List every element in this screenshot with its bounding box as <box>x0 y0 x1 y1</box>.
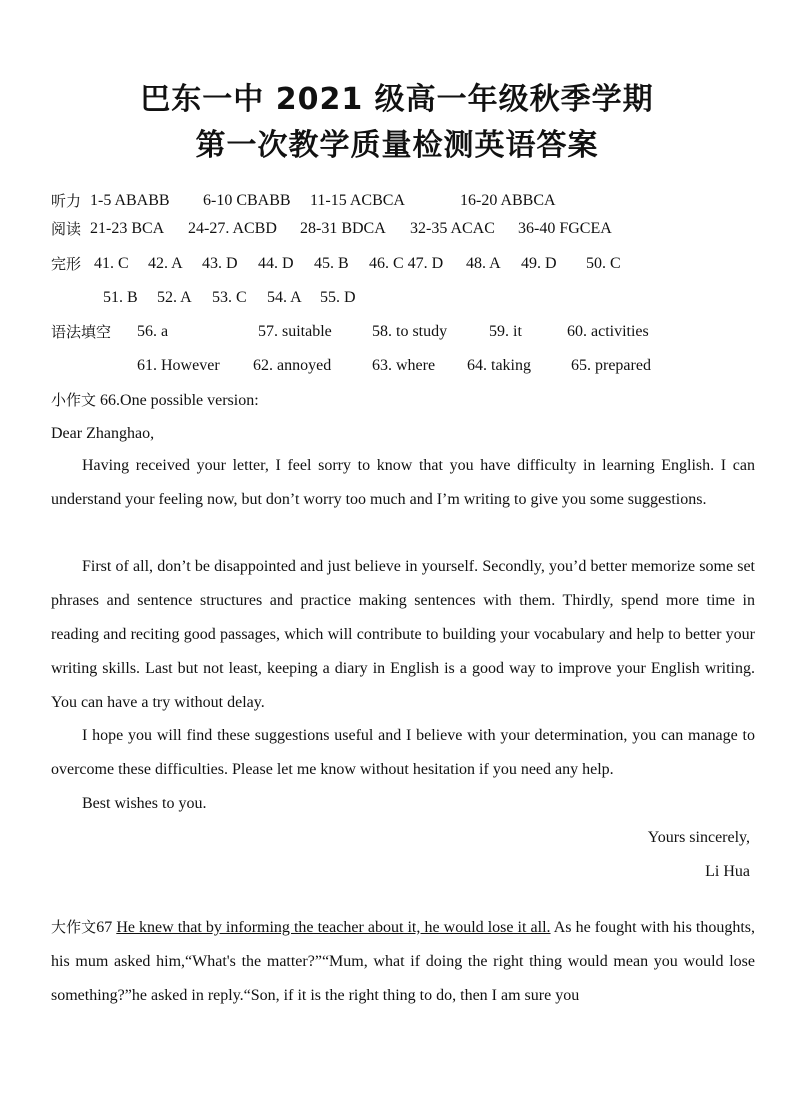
page-title-line2: 第一次教学质量检测英语答案 <box>195 128 599 163</box>
cloze-answer: 52. A <box>157 289 192 306</box>
grammar-answer: 64. taking <box>467 357 531 374</box>
reading-answer: 36-40 FGCEA <box>518 220 612 237</box>
reading-answer: 24-27. ACBD <box>188 220 277 237</box>
grammar-answer: 65. prepared <box>571 357 651 374</box>
big-writing-given-sentence: He knew that by informing the teacher about it, he would lose it all. <box>116 919 551 936</box>
reading-row <box>51 219 751 240</box>
grammar-answer: 60. activities <box>567 323 649 340</box>
grammar-answer: 62. annoyed <box>253 357 332 374</box>
big-writing-text: As he fought with his thoughts, his mum asked him,“What's the matter?”“Mum, what if doing the right thing would mean you would lose something?”he asked in reply.“Son, if it is the right thing to do, then I am sure you <box>51 919 756 1004</box>
cloze-answer: 50. C <box>586 255 621 272</box>
reading-answer: 32-35 ACAC <box>410 220 495 237</box>
reading-answer: 28-31 BDCA <box>300 220 386 237</box>
grammar-answer: 58. to study <box>372 323 448 340</box>
cloze-answer: 41. C <box>94 255 129 272</box>
cloze-label: 完形 <box>51 255 82 273</box>
letter-paragraph: I hope you will find these suggestions useful and I believe with your determination, you can manage to overcome these difficulties. Please let me know without hesitation if you need any help. <box>51 727 755 778</box>
cloze-answer: 44. D <box>258 255 294 272</box>
cloze-answer: 53. C <box>212 289 247 306</box>
grammar-answer: 63. where <box>372 357 436 374</box>
grammar-label: 语法填空 <box>51 323 112 341</box>
reading-answer: 21-23 BCA <box>90 220 165 237</box>
letter-closing: Yours sincerely, <box>647 829 750 846</box>
listening-answer: 6-10 CBABB <box>203 192 291 209</box>
cloze-answer: 45. B <box>314 255 349 272</box>
grammar-row-1 <box>51 322 751 343</box>
cloze-answer: 54. A <box>267 289 302 306</box>
cloze-row-1 <box>51 254 751 275</box>
reading-label: 阅读 <box>51 220 82 238</box>
grammar-answer: 61. However <box>137 357 220 374</box>
listening-answer: 1-5 ABABB <box>90 192 170 209</box>
letter-signature: Li Hua <box>705 863 750 880</box>
small-writing-label: 小作文 <box>51 391 97 409</box>
letter-paragraph: First of all, don’t be disappointed and just believe in yourself. Secondly, you’d better memorize some set phrases and sentence structures and practice making sentences with them. Thirdly, spend more time in reading and reciting good passages, which will contribute to building your vocabulary and help to better your writing skills. Last but not least, keeping a diary in English is a good way to improve your English writing. You can have a try without delay. <box>51 558 755 711</box>
page-title-line1: 巴东一中 2021 级高一年级秋季学期 <box>140 82 654 117</box>
cloze-answer: 55. D <box>320 289 356 306</box>
big-writing-number: 67 <box>96 919 113 936</box>
cloze-answer: 46. C 47. D <box>369 255 444 272</box>
letter-salutation: Dear Zhanghao, <box>51 425 155 442</box>
cloze-answer: 51. B <box>103 289 138 306</box>
big-writing-label: 大作文 <box>51 918 97 936</box>
grammar-answer: 59. it <box>489 323 522 340</box>
grammar-answer: 57. suitable <box>258 323 332 340</box>
listening-row <box>51 191 751 212</box>
small-writing-version: 66.One possible version: <box>100 392 259 409</box>
listening-answer: 11-15 ACBCA <box>310 192 405 209</box>
cloze-answer: 42. A <box>148 255 183 272</box>
grammar-answer: 56. a <box>137 323 169 340</box>
listening-answer: 16-20 ABBCA <box>460 192 556 209</box>
big-writing-paragraph <box>51 910 755 1013</box>
cloze-answer: 48. A <box>466 255 501 272</box>
letter-paragraph: Having received your letter, I feel sorry to know that you have difficulty in learning English. I can understand your feeling now, but don’t worry too much and I’m writing to give you some suggestions. <box>51 457 755 508</box>
letter-paragraph: Best wishes to you. <box>82 795 207 812</box>
cloze-answer: 49. D <box>521 255 557 272</box>
listening-label: 听力 <box>51 192 82 210</box>
cloze-answer: 43. D <box>202 255 238 272</box>
small-writing-heading <box>51 390 259 411</box>
